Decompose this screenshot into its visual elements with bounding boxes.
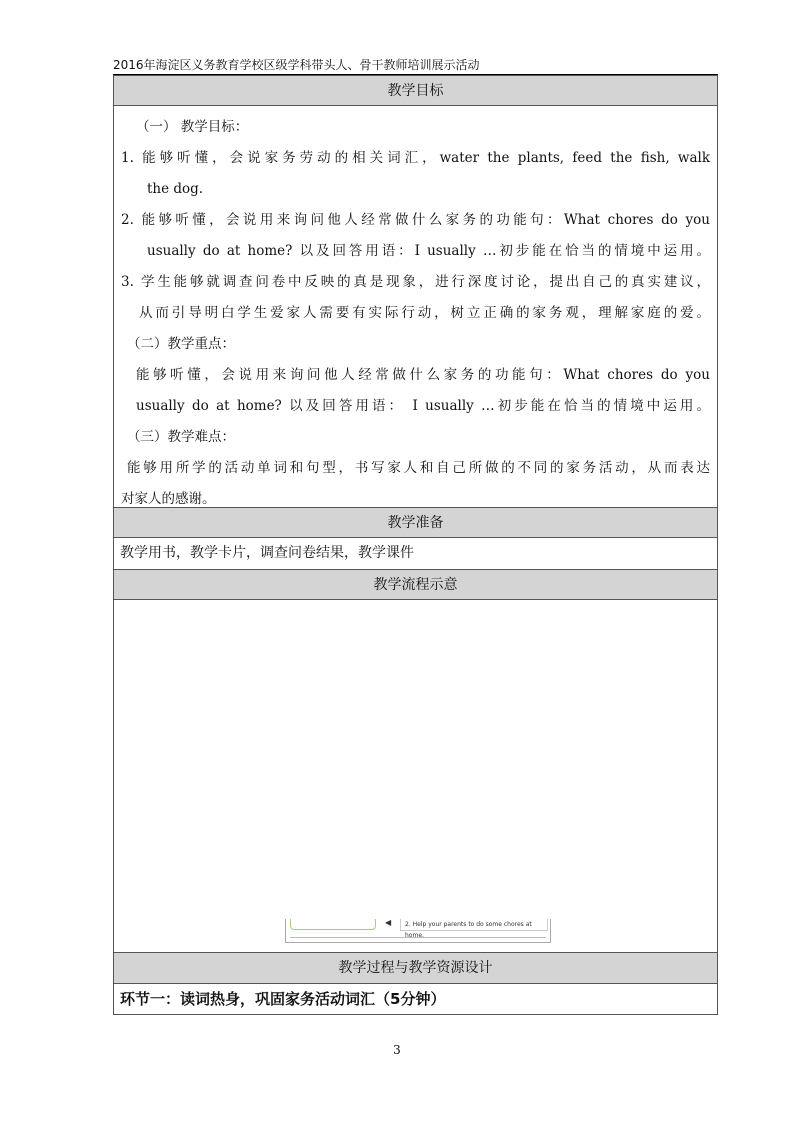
key-point-text-cont: usually do at home? 以及回答用语： I usually …初步能在恰当的情境中运用。 [136, 398, 710, 414]
difficulty-subheading: （三）教学难点： [127, 429, 235, 445]
key-points-subheading: （二）教学重点： [127, 336, 235, 352]
goal-item-3-cont: 从而引导明白学生爱家人需要有实际行动，树立正确的家务观，理解家庭的爱。 [139, 305, 710, 321]
thumbnail-green-box [290, 919, 376, 930]
flow-heading: 教学流程示意 [114, 570, 717, 600]
flow-diagram-area [114, 600, 717, 953]
page-number: 3 [393, 1043, 401, 1057]
thumbnail-caption: 2. Help your parents to do some chores at home. [400, 919, 548, 931]
flow-thumbnail-image [285, 919, 551, 943]
goal-item-1: 1. 能够听懂，会说家务劳动的相关词汇，water the plants, feed the fish, walk [121, 150, 710, 166]
running-header: 2016年海淀区义务教育学校区级学科带头人、骨干教师培训展示活动 [113, 58, 480, 72]
lesson-plan-table [113, 75, 718, 1015]
goals-heading: 教学目标 [114, 76, 717, 106]
difficulty-text: 能够用所学的活动单词和句型，书写家人和自己所做的不同的家务活动，从而表达 [127, 460, 710, 476]
goal-item-2: 2. 能够听懂，会说用来询问他人经常做什么家务的功能句：What chores do you [121, 212, 710, 228]
prep-content: 教学用书，教学卡片，调查问卷结果，教学课件 [114, 538, 717, 570]
goal-subheading: （一） 教学目标： [136, 119, 249, 135]
thumbnail-divider [290, 937, 546, 938]
prep-heading: 教学准备 [114, 508, 717, 538]
key-point-text: 能够听懂，会说用来询问他人经常做什么家务的功能句：What chores do you [136, 367, 710, 383]
thumbnail-arrow-icon: ◀ [385, 918, 392, 927]
step-1-heading: 环节一：读词热身，巩固家务活动词汇（5分钟） [120, 990, 446, 1008]
goal-item-1-cont: the dog. [147, 181, 204, 197]
difficulty-text-cont: 对家人的感谢。 [121, 491, 216, 507]
goal-item-3: 3. 学生能够就调查问卷中反映的真是现象，进行深度讨论，提出自己的真实建议， [121, 274, 710, 290]
goal-item-2-cont: usually do at home? 以及回答用语：I usually …初步能在恰当的情境中运用。 [147, 243, 710, 259]
process-heading: 教学过程与教学资源设计 [114, 953, 717, 984]
goals-content [114, 106, 717, 508]
